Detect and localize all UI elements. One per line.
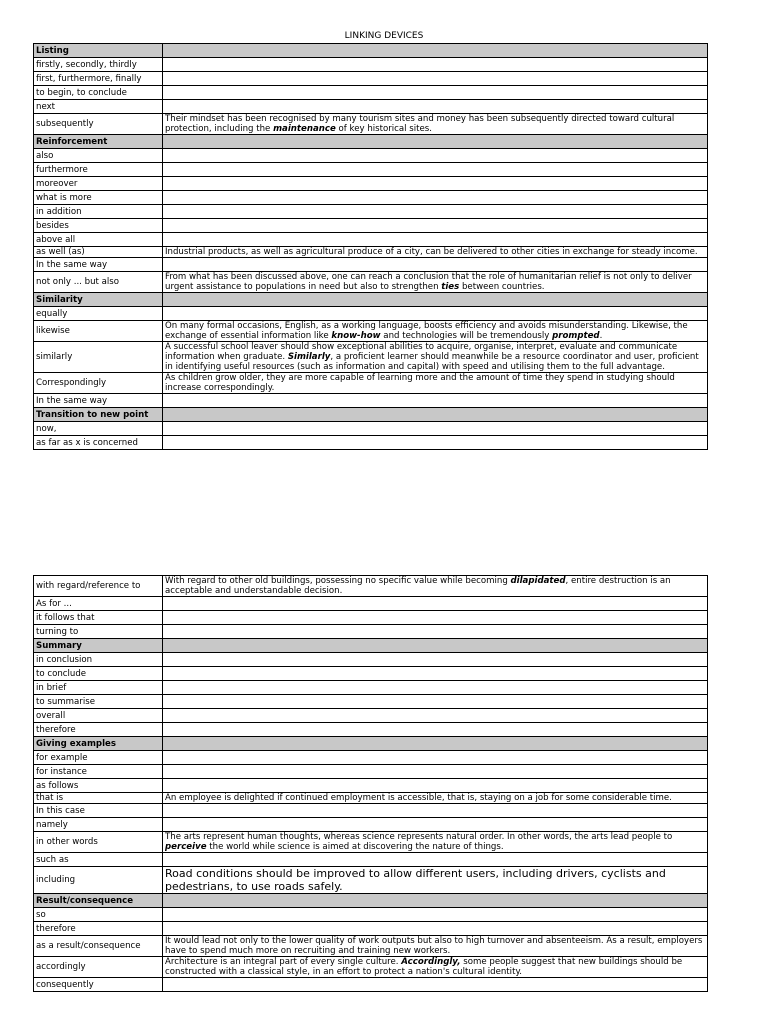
example-sentence [163, 853, 708, 867]
emphasized-text: prompted [552, 331, 600, 341]
linking-device: In this case [34, 804, 163, 818]
table-row [34, 978, 708, 992]
table-row [34, 832, 708, 853]
table-row [34, 436, 708, 450]
table-row [34, 818, 708, 832]
table-row [34, 681, 708, 695]
linking-device: in other words [34, 832, 163, 853]
emphasized-text: ties [441, 282, 460, 292]
emphasized-text: dilapidated [510, 576, 566, 586]
linking-device: next [34, 100, 163, 114]
example-sentence [163, 394, 708, 408]
example-sentence [163, 922, 708, 936]
section-header: Listing [34, 44, 163, 58]
emphasized-text: maintenance [273, 124, 336, 134]
example-sentence [163, 597, 708, 611]
sentence-text: It would lead not only to the lower quality of work outputs but also to high turnover and absenteeism. As a result, employers have to spend much more on recruiting and training new workers. [165, 936, 703, 956]
linking-device: with regard/reference to [34, 576, 163, 597]
table-row [34, 779, 708, 793]
sentence-text: of key historical sites. [335, 124, 433, 134]
linking-device: first, furthermore, finally [34, 72, 163, 86]
example-sentence [163, 342, 708, 373]
emphasized-text: Accordingly, [401, 957, 461, 967]
section-header-blank [163, 408, 708, 422]
linking-device: accordingly [34, 957, 163, 978]
example-sentence [163, 751, 708, 765]
table-row [34, 853, 708, 867]
table-row [34, 114, 708, 135]
linking-device: also [34, 149, 163, 163]
table-row [34, 765, 708, 779]
sentence-text: On many formal occasions, English, as a working language, boosts efficiency and avoids misunderstanding. Likewise, the exchange of essential information like [165, 321, 688, 341]
linking-device: above all [34, 233, 163, 247]
table-row [34, 751, 708, 765]
example-sentence [163, 272, 708, 293]
table-row [34, 597, 708, 611]
linking-device: in addition [34, 205, 163, 219]
linking-device: as a result/consequence [34, 936, 163, 957]
example-sentence [163, 832, 708, 853]
linking-device: furthermore [34, 163, 163, 177]
table-row [34, 191, 708, 205]
example-sentence [163, 936, 708, 957]
linking-device: now, [34, 422, 163, 436]
table-row [34, 695, 708, 709]
example-sentence [163, 867, 708, 894]
section-header-row [34, 408, 708, 422]
table-row [34, 625, 708, 639]
linking-device: such as [34, 853, 163, 867]
table-row [34, 804, 708, 818]
linking-device: As for ... [34, 597, 163, 611]
table-row [34, 177, 708, 191]
example-sentence [163, 58, 708, 72]
example-sentence [163, 804, 708, 818]
sentence-text: Road conditions should be improved to allow different users, including drivers, cyclists and pedestrians, to use roads safely. [165, 867, 666, 893]
example-sentence [163, 723, 708, 737]
linking-device: so [34, 908, 163, 922]
linking-device: as well (as) [34, 247, 163, 258]
section-header-blank [163, 639, 708, 653]
example-sentence [163, 779, 708, 793]
section-header: Summary [34, 639, 163, 653]
table-row [34, 233, 708, 247]
example-sentence [163, 625, 708, 639]
section-header-blank [163, 894, 708, 908]
linking-device: to conclude [34, 667, 163, 681]
table-row [34, 163, 708, 177]
linking-device: namely [34, 818, 163, 832]
example-sentence [163, 373, 708, 394]
example-sentence [163, 321, 708, 342]
linking-devices-table-1 [33, 43, 708, 450]
example-sentence [163, 247, 708, 258]
emphasized-text: perceive [165, 842, 207, 852]
table-row [34, 86, 708, 100]
table-row [34, 653, 708, 667]
table-row [34, 100, 708, 114]
section-header-row [34, 737, 708, 751]
example-sentence [163, 191, 708, 205]
sentence-text: . [599, 331, 603, 341]
example-sentence [163, 422, 708, 436]
linking-device: In the same way [34, 394, 163, 408]
linking-device: not only ... but also [34, 272, 163, 293]
section-header: Reinforcement [34, 135, 163, 149]
linking-device: similarly [34, 342, 163, 373]
table-row [34, 219, 708, 233]
sentence-text: Industrial products, as well as agricultural produce of a city, can be delivered to other cities in exchange for steady income. [165, 247, 698, 257]
linking-device: subsequently [34, 114, 163, 135]
table-row [34, 321, 708, 342]
example-sentence [163, 793, 708, 804]
linking-device: firstly, secondly, thirdly [34, 58, 163, 72]
linking-device: besides [34, 219, 163, 233]
example-sentence [163, 695, 708, 709]
table-row [34, 373, 708, 394]
linking-device: therefore [34, 723, 163, 737]
sentence-text: As children grow older, they are more capable of learning more and the amount of time they spend in studying should increase correspondingly. [165, 373, 675, 393]
sentence-text: Architecture is an integral part of every single culture. [165, 957, 402, 967]
table-row [34, 58, 708, 72]
section-header-row [34, 639, 708, 653]
example-sentence [163, 611, 708, 625]
linking-device: for example [34, 751, 163, 765]
sentence-text: and technologies will be tremendously [380, 331, 553, 341]
sentence-text: Their mindset has been recognised by many tourism sites and money has been subsequently directed toward cultural protection, including the [165, 114, 675, 134]
example-sentence [163, 219, 708, 233]
table-row [34, 394, 708, 408]
linking-device: as follows [34, 779, 163, 793]
linking-device: as far as x is concerned [34, 436, 163, 450]
sentence-text: From what has been discussed above, one can reach a conclusion that the role of humanitarian relief is not only to deliver urgent assistance to populations in need but also to strengthen [165, 272, 692, 292]
linking-device: to begin, to conclude [34, 86, 163, 100]
sentence-text: A successful school leaver should show exceptional abilities to acquire, organise, interpret, evaluate and communicate information when graduate. [165, 342, 678, 362]
linking-device: for instance [34, 765, 163, 779]
section-header-row [34, 135, 708, 149]
table-row [34, 342, 708, 373]
linking-devices-table-2 [33, 575, 708, 992]
linking-device: in brief [34, 681, 163, 695]
sentence-text: An employee is delighted if continued employment is accessible, that is, staying on a job for some considerable time. [165, 793, 672, 803]
table-row [34, 936, 708, 957]
sentence-text: some people suggest that new buildings should be constructed with a classical style, in an effort to protect a nation's cultural identity. [165, 957, 683, 977]
sentence-text: , a proficient learner should meanwhile be a resource coordinator and user, proficient in identifying useful resources (such as information and capital) with speed and utilising them to the full advantage. [165, 352, 699, 372]
table-row [34, 307, 708, 321]
example-sentence [163, 100, 708, 114]
table-row [34, 258, 708, 272]
page-title: LINKING DEVICES [344, 31, 424, 41]
example-sentence [163, 709, 708, 723]
example-sentence [163, 818, 708, 832]
example-sentence [163, 436, 708, 450]
example-sentence [163, 86, 708, 100]
table-row [34, 149, 708, 163]
linking-device: equally [34, 307, 163, 321]
section-header-blank [163, 737, 708, 751]
linking-device: that is [34, 793, 163, 804]
table-row [34, 793, 708, 804]
table-row [34, 667, 708, 681]
example-sentence [163, 149, 708, 163]
example-sentence [163, 978, 708, 992]
table-row [34, 611, 708, 625]
table-row [34, 205, 708, 219]
table-row [34, 867, 708, 894]
linking-device: Correspondingly [34, 373, 163, 394]
linking-device: it follows that [34, 611, 163, 625]
table-row [34, 272, 708, 293]
linking-device: therefore [34, 922, 163, 936]
section-header-row [34, 44, 708, 58]
example-sentence [163, 765, 708, 779]
example-sentence [163, 307, 708, 321]
section-header-blank [163, 44, 708, 58]
linking-device: overall [34, 709, 163, 723]
example-sentence [163, 667, 708, 681]
table-row [34, 72, 708, 86]
example-sentence [163, 114, 708, 135]
example-sentence [163, 72, 708, 86]
emphasized-text: know-how [331, 331, 381, 341]
table-row [34, 723, 708, 737]
example-sentence [163, 205, 708, 219]
sentence-text: With regard to other old buildings, possessing no specific value while becoming [165, 576, 511, 586]
example-sentence [163, 908, 708, 922]
example-sentence [163, 233, 708, 247]
section-header: Similarity [34, 293, 163, 307]
table-row [34, 422, 708, 436]
table-row [34, 922, 708, 936]
example-sentence [163, 258, 708, 272]
sentence-text: The arts represent human thoughts, whereas science represents natural order. In other words, the arts lead people to [165, 832, 673, 842]
section-header: Transition to new point [34, 408, 163, 422]
section-header-row [34, 894, 708, 908]
example-sentence [163, 957, 708, 978]
linking-device: moreover [34, 177, 163, 191]
linking-device: to summarise [34, 695, 163, 709]
example-sentence [163, 653, 708, 667]
example-sentence [163, 681, 708, 695]
linking-device: In the same way [34, 258, 163, 272]
example-sentence [163, 177, 708, 191]
section-header: Result/consequence [34, 894, 163, 908]
linking-device: including [34, 867, 163, 894]
section-header-blank [163, 293, 708, 307]
table-row [34, 576, 708, 597]
sentence-text: between countries. [459, 282, 545, 292]
emphasized-text: Similarly [287, 352, 331, 362]
example-sentence [163, 576, 708, 597]
sentence-text: , entire destruction is an acceptable and understandable decision. [165, 576, 671, 596]
sentence-text: the world while science is aimed at discovering the nature of things. [206, 842, 504, 852]
section-header: Giving examples [34, 737, 163, 751]
section-header-row [34, 293, 708, 307]
linking-device: in conclusion [34, 653, 163, 667]
table-row [34, 247, 708, 258]
table-row [34, 908, 708, 922]
linking-device: consequently [34, 978, 163, 992]
table-row [34, 957, 708, 978]
section-header-blank [163, 135, 708, 149]
linking-device: what is more [34, 191, 163, 205]
example-sentence [163, 163, 708, 177]
table-row [34, 709, 708, 723]
linking-device: likewise [34, 321, 163, 342]
linking-device: turning to [34, 625, 163, 639]
